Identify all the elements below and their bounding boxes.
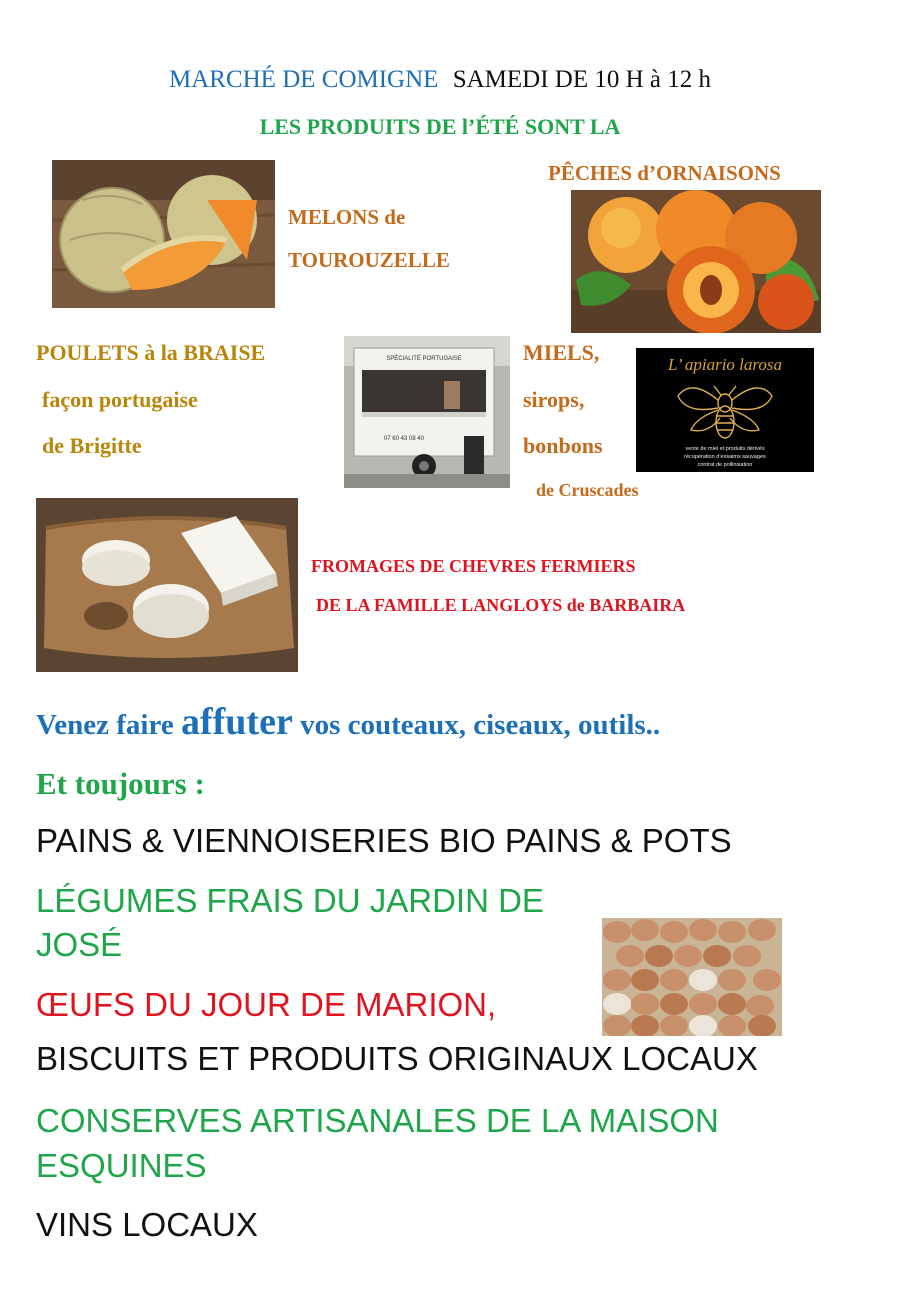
list-item-oeufs: ŒUFS DU JOUR DE MARION,: [36, 986, 497, 1023]
affuter-emphasis: affuter: [180, 701, 293, 743]
list-item-legumes-line1: LÉGUMES FRAIS DU JARDIN DE: [36, 882, 544, 919]
toujours-heading: Et toujours :: [36, 766, 205, 801]
miels-label-line3: bonbons: [523, 433, 603, 458]
melons-label-line2: TOUROUZELLE: [288, 248, 450, 272]
fromages-label-line2: DE LA FAMILLE LANGLOYS de BARBAIRA: [316, 595, 686, 615]
list-item-biscuits: BISCUITS ET PRODUITS ORIGINAUX LOCAUX: [36, 1040, 758, 1077]
eggs-photo: [602, 918, 782, 1036]
apiario-line3: contrat de pollinisation: [697, 462, 753, 468]
market-name: MARCHÉ DE COMIGNE: [168, 66, 439, 93]
melon-photo: [52, 160, 275, 308]
affuter-before: Venez faire: [36, 709, 181, 741]
list-item-vins: VINS LOCAUX: [36, 1206, 258, 1243]
market-schedule: SAMEDI DE 10 H à 12 h: [452, 66, 712, 93]
miels-label-line1: MIELS,: [523, 340, 600, 365]
page-subtitle: LES PRODUITS DE l’ÉTÉ SONT LA: [259, 114, 621, 139]
list-item-legumes-line2: JOSÉ: [36, 926, 123, 963]
list-item-pains: PAINS & VIENNOISERIES BIO PAINS & POTS: [36, 822, 732, 859]
poulets-label-line1: POULETS à la BRAISE: [36, 340, 266, 365]
peach-photo: [571, 190, 821, 333]
peches-label: PÊCHES d’ORNAISONS: [548, 161, 781, 185]
cheese-photo: [36, 498, 298, 672]
header-line: [0, 66, 880, 94]
fromages-label-line1: FROMAGES DE CHEVRES FERMIERS: [311, 556, 636, 576]
list-item-conserves-line1: CONSERVES ARTISANALES DE LA MAISON: [36, 1102, 719, 1139]
apiario-line1: vente de miel et produits dérivés: [685, 446, 765, 452]
apiario-logo-text: L’ apiario larosa: [668, 355, 782, 374]
miels-label-line2: sirops,: [523, 387, 585, 412]
poulets-label-line3: de Brigitte: [42, 433, 142, 458]
affuter-line: [36, 700, 660, 744]
affuter-after: vos couteaux, ciseaux, outils..: [292, 709, 661, 741]
list-item-conserves-line2: ESQUINES: [36, 1147, 207, 1184]
poulets-label-line2: façon portugaise: [42, 387, 198, 412]
apiario-line2: récupération d’essaims sauvages: [684, 454, 766, 460]
food-truck-phone: 07 60 43 08 40: [383, 436, 425, 442]
miels-label-line4: de Cruscades: [536, 480, 639, 500]
melons-label-line1: MELONS de: [288, 205, 406, 229]
food-truck-sign: SPÉCIALITÉ PORTUGAISE: [386, 356, 462, 362]
food-truck-photo: [344, 336, 510, 488]
bee-logo: [636, 348, 814, 472]
